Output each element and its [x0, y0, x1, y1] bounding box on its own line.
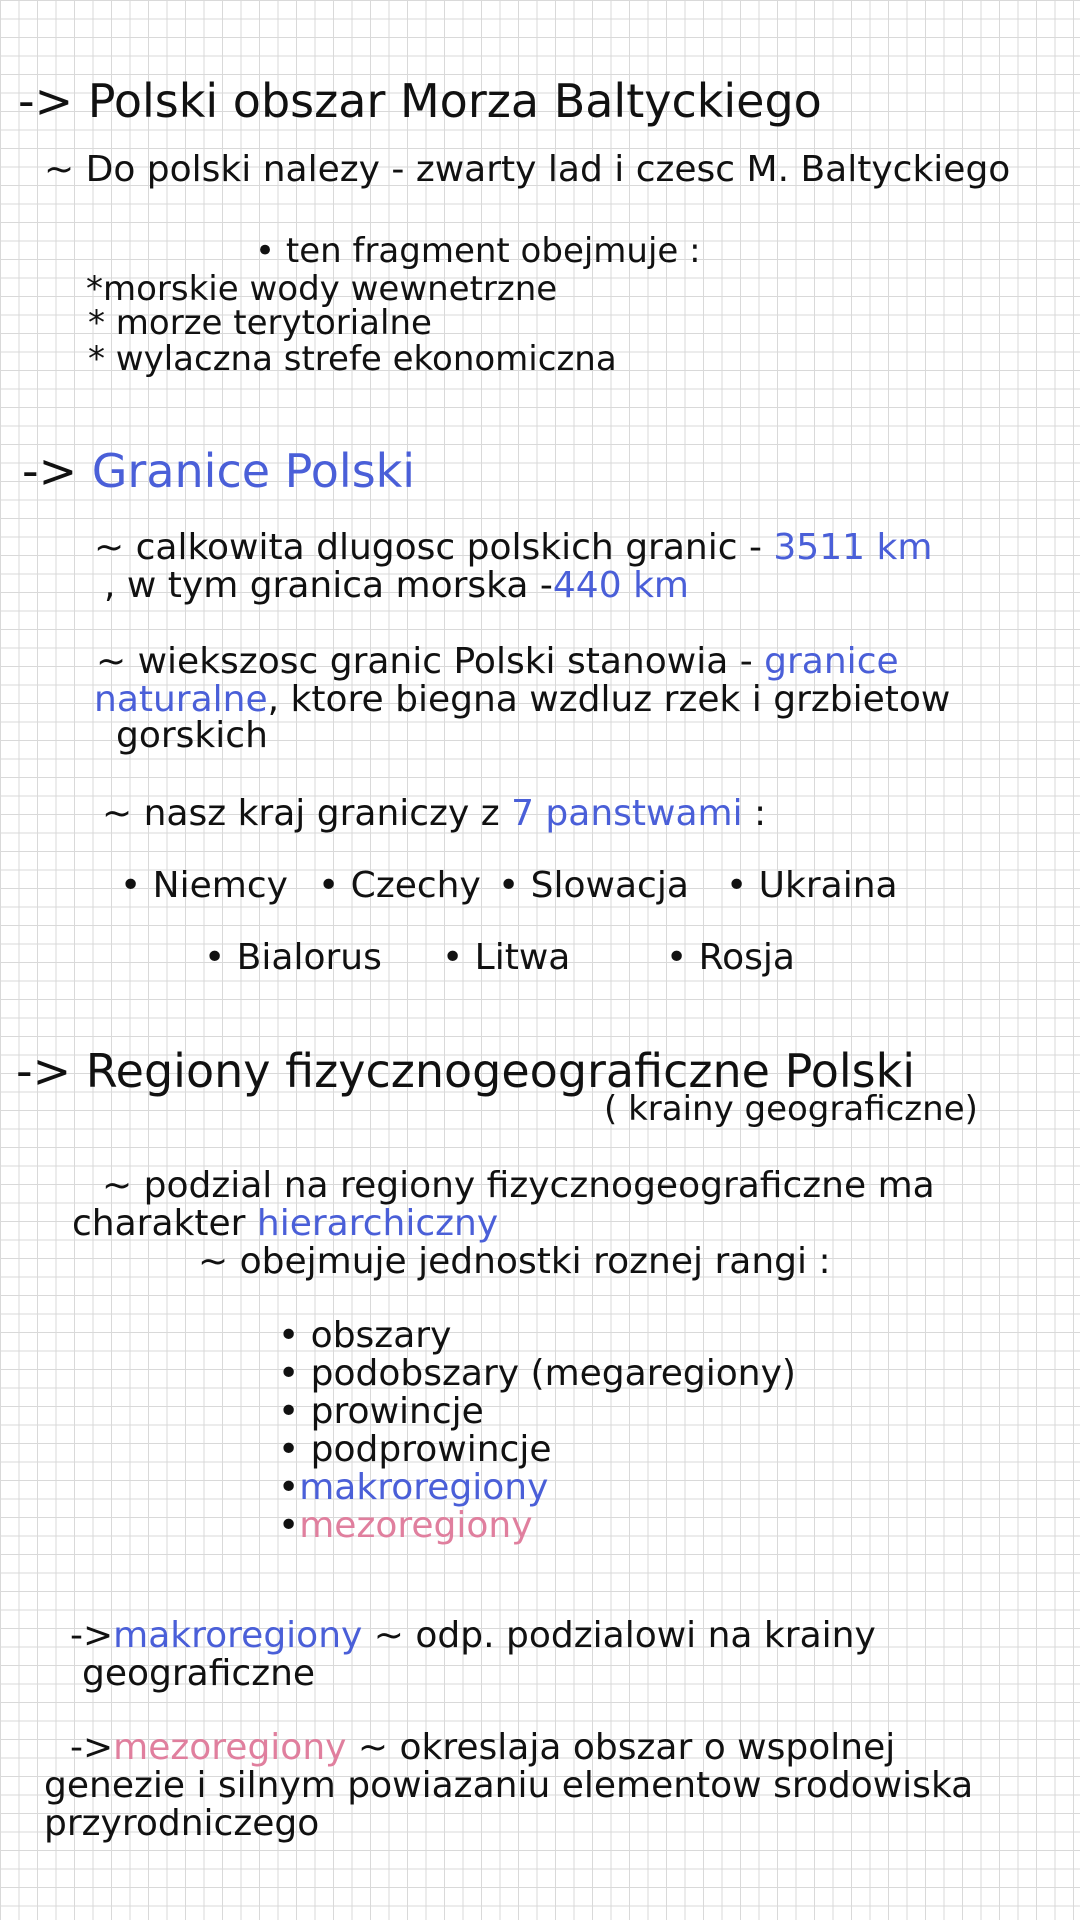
mezo-definition-line3: przyrodniczego	[44, 1803, 320, 1844]
country-item: • Czechy	[318, 865, 481, 906]
list-item: * morze terytorialne	[88, 303, 432, 343]
border-length-line: ~ calkowita dlugosc polskich granic - 3511 km	[94, 527, 933, 568]
section3-line1: ~ podzial na regiony fizycznogeograficzne ma	[102, 1165, 935, 1206]
natural-borders-line2: naturalne, ktore biegna wzdluz rzek i grzbietow	[94, 679, 951, 720]
natural-borders-line1: ~ wiekszosc granic Polski stanowia - granice	[96, 641, 899, 682]
mezo-definition-line2: genezie i silnym powiazaniu elementow srodowiska	[44, 1765, 974, 1806]
section1-line1: ~ Do polski nalezy - zwarty lad i czesc M. Baltyckiego	[44, 149, 1011, 190]
country-item: • Niemcy	[120, 865, 288, 906]
section3-heading	[16, 1044, 916, 1098]
unit-item: • obszary	[278, 1315, 452, 1356]
makro-definition-line2: geograficzne	[82, 1653, 316, 1694]
section3-line3: ~ obejmuje jednostki roznej rangi :	[198, 1241, 831, 1282]
arrow-icon: ->	[18, 74, 74, 128]
country-item: • Bialorus	[204, 937, 382, 978]
neighbors-line: ~ nasz kraj graniczy z 7 panstwami :	[102, 793, 767, 834]
section3-title: Regiony fizycznogeograficzne Polski	[85, 1044, 916, 1098]
section1-title: Polski obszar Morza Baltyckiego	[87, 74, 822, 128]
natural-borders-line3: gorskich	[116, 715, 268, 756]
section2-heading	[22, 444, 416, 498]
list-item: * wylaczna strefe ekonomiczna	[88, 339, 617, 379]
section3-subtitle: ( krainy geograficzne)	[604, 1089, 978, 1129]
hierarchical-term: hierarchiczny	[256, 1203, 499, 1244]
unit-item: • podprowincje	[278, 1429, 552, 1470]
country-item: • Rosja	[666, 937, 795, 978]
mezo-definition-line1: ->mezoregiony ~ okreslaja obszar o wspolnej	[70, 1727, 896, 1768]
arrow-icon: ->	[22, 444, 78, 498]
arrow-icon: ->	[70, 1727, 114, 1768]
section1-intro: • ten fragment obejmuje :	[255, 231, 701, 271]
country-item: • Ukraina	[726, 865, 898, 906]
sea-border-line: , w tym granica morska -440 km	[104, 565, 689, 606]
unit-item: • podobszary (megaregiony)	[278, 1353, 796, 1394]
makro-definition-line1: ->makroregiony ~ odp. podzialowi na krainy	[70, 1615, 876, 1656]
unit-item: • prowincje	[278, 1391, 484, 1432]
country-item: • Litwa	[442, 937, 571, 978]
country-item: • Slowacja	[498, 865, 689, 906]
neighbors-count: 7 panstwami	[511, 793, 743, 834]
unit-item-makro: •makroregiony	[278, 1467, 549, 1508]
section2-title: Granice Polski	[91, 444, 416, 498]
section3-line2: charakter hierarchiczny	[72, 1203, 499, 1244]
unit-item-mezo: •mezoregiony	[278, 1505, 533, 1546]
border-length-value: 3511 km	[773, 527, 933, 568]
arrow-icon: ->	[70, 1615, 114, 1656]
sea-border-value: 440 km	[552, 565, 689, 606]
list-item: *morskie wody wewnetrzne	[86, 269, 558, 309]
arrow-icon: ->	[16, 1044, 72, 1098]
section1-heading	[18, 74, 822, 128]
